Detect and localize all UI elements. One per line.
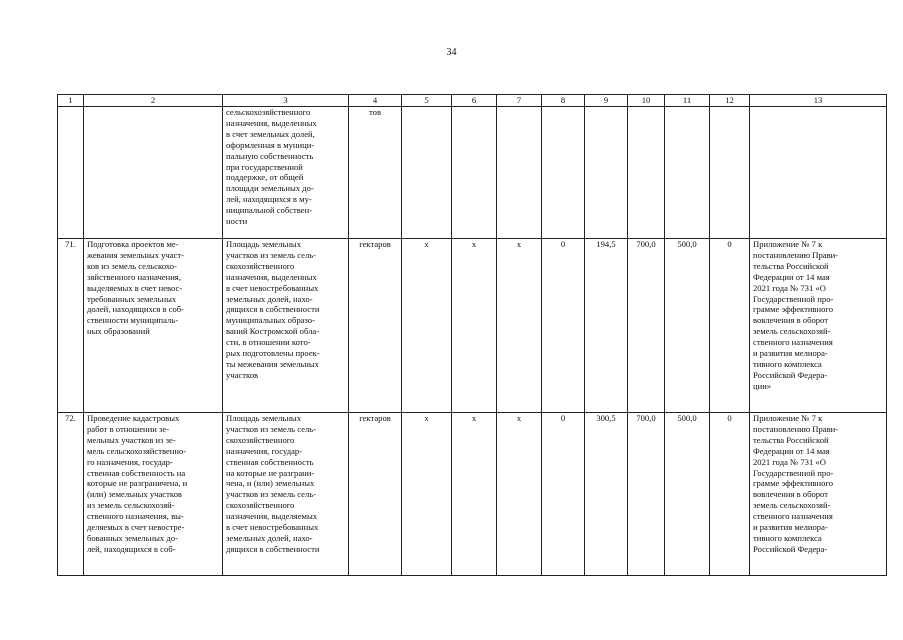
value-cell: 0: [710, 413, 750, 576]
table-row: [58, 413, 887, 576]
indicator-name: Площадь земельных участков из земель сель- скохозяйственного назначения, выделенных в счет невостребованных земельных долей, нахо- дящихся в собственности муниципальных образо- ваний Костромской обла- сти, в отношении кото- рых подготовлены проек- ты межевания земельных участков: [223, 239, 349, 413]
column-header: 2: [84, 95, 223, 107]
value-cell: [402, 107, 452, 239]
column-header: 3: [223, 95, 349, 107]
value-cell: [542, 107, 585, 239]
activity-name: [84, 107, 223, 239]
value-cell: x: [402, 413, 452, 576]
value-cell: 700,0: [628, 413, 665, 576]
indicator-name: сельскохозяйственного назначения, выделенных в счет земельных долей, оформленная в муници- пальную собственность при государственной поддержке, от общей площади земельных до- лей, находящихся в му- ниципальной собствен- ности: [223, 107, 349, 239]
column-header: 9: [585, 95, 628, 107]
basis-document: Приложение № 7 к постановлению Прави- тельства Российской Федерации от 14 мая 2021 года № 731 «О Государственной про- грамме эффективного вовлечения в оборот земель сельскохозяй- ственного назначения и развития мелиора- тивного комплекса Российской Федера-: [750, 413, 887, 576]
basis-document: Приложение № 7 к постановлению Прави- тельства Российской Федерации от 14 мая 2021 года № 731 «О Государственной про- грамме эффективного вовлечения в оборот земель сельскохозяй- ственного назначения и развития мелиора- тивного комплекса Российской Федера- ции»: [750, 239, 887, 413]
table-row: [58, 239, 887, 413]
table-row: [58, 107, 887, 239]
activity-name: Проведение кадастровых работ в отношении зе- мельных участков из зе- мель сельскохозяйственно- го назначения, государ- ственная собственность на которые не разграничена, и (или) земельных участков из земель сельскохозяй- ственного назначения, вы- деляемых в счет невостре- бованных земельных до- лей, находящихся в соб-: [84, 413, 223, 576]
value-cell: [585, 107, 628, 239]
value-cell: [665, 107, 710, 239]
column-header: 7: [497, 95, 542, 107]
value-cell: 0: [542, 239, 585, 413]
column-header: 12: [710, 95, 750, 107]
row-number: 71.: [58, 239, 84, 413]
value-cell: x: [452, 239, 497, 413]
value-cell: 700,0: [628, 239, 665, 413]
page-number: 34: [446, 47, 457, 58]
column-header: 4: [349, 95, 402, 107]
unit: тов: [349, 107, 402, 239]
value-cell: [452, 107, 497, 239]
value-cell: [497, 107, 542, 239]
column-header: 13: [750, 95, 887, 107]
value-cell: 500,0: [665, 413, 710, 576]
value-cell: 300,5: [585, 413, 628, 576]
activity-name: Подготовка проектов ме- жевания земельных участ- ков из земель сельскохо- зяйственного назначения, выделяемых в счет невос- требованных земельных долей, находящихся в соб- ственности муниципаль- ных образований: [84, 239, 223, 413]
value-cell: x: [497, 413, 542, 576]
column-header: 11: [665, 95, 710, 107]
value-cell: 194,5: [585, 239, 628, 413]
unit: гектаров: [349, 413, 402, 576]
value-cell: 0: [542, 413, 585, 576]
value-cell: x: [402, 239, 452, 413]
value-cell: [710, 107, 750, 239]
value-cell: x: [452, 413, 497, 576]
basis-document: [750, 107, 887, 239]
value-cell: 0: [710, 239, 750, 413]
value-cell: [628, 107, 665, 239]
row-number: [58, 107, 84, 239]
column-header: 10: [628, 95, 665, 107]
column-header: 5: [402, 95, 452, 107]
indicator-name: Площадь земельных участков из земель сель- скохозяйственного назначения, государ- ственная собственность на которые не разграни- чена, и (или) земельных участков из земель сель- скохозяйственного назначения, выделяемых в счет невостребованных земельных долей, нахо- дящихся в собственности: [223, 413, 349, 576]
value-cell: x: [497, 239, 542, 413]
column-header: 1: [58, 95, 84, 107]
column-header: 8: [542, 95, 585, 107]
unit: гектаров: [349, 239, 402, 413]
column-header: 6: [452, 95, 497, 107]
row-number: 72.: [58, 413, 84, 576]
column-number-row: [58, 95, 887, 107]
program-table: [57, 94, 887, 576]
value-cell: 500,0: [665, 239, 710, 413]
